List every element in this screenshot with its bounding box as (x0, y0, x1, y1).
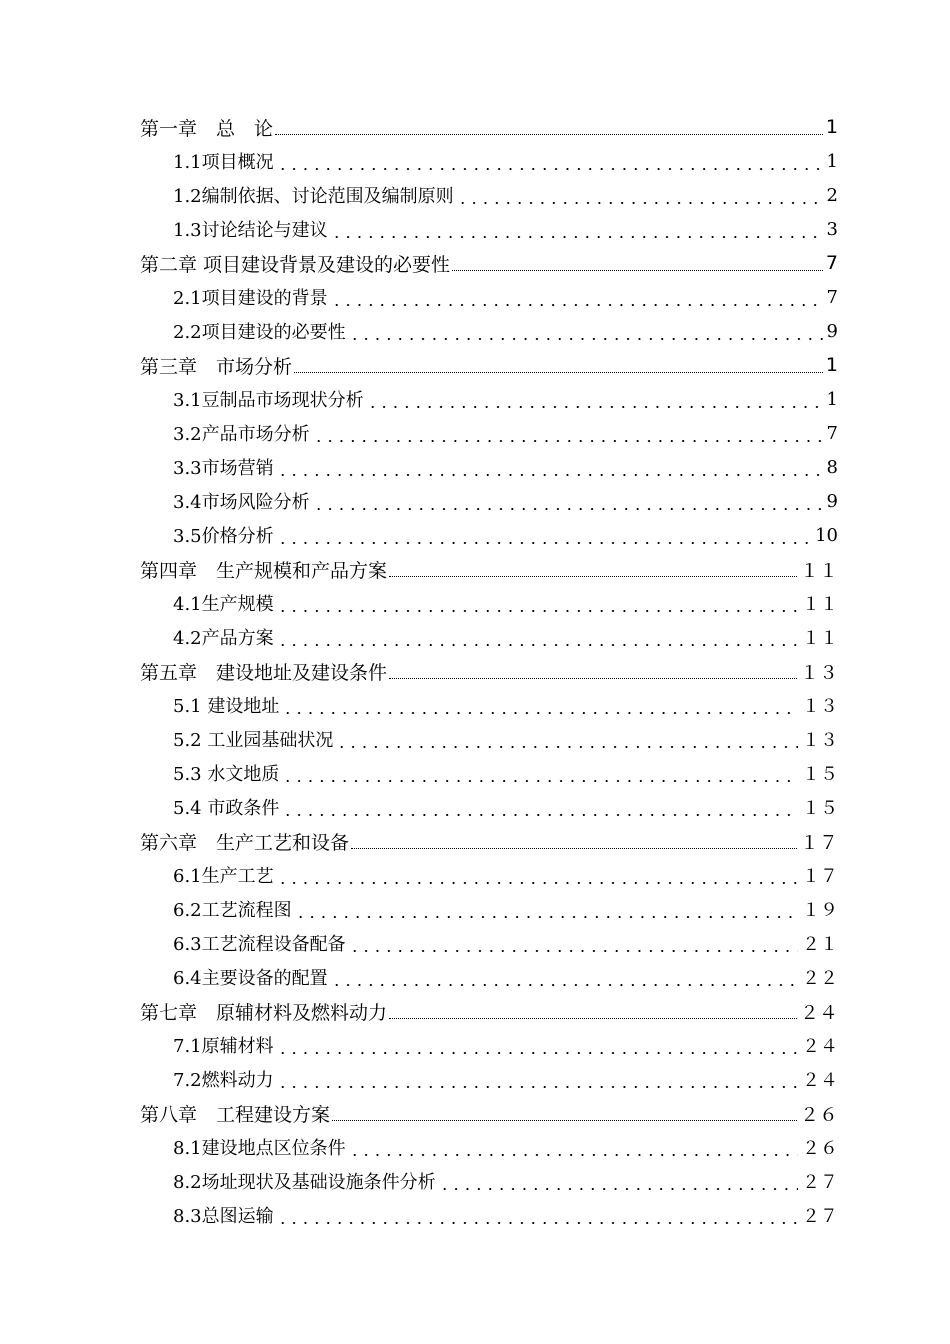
toc-section-entry (140, 892, 838, 926)
toc-section-entry (140, 756, 838, 790)
toc-entry-page-number: 8 (826, 456, 838, 478)
toc-section-entry (140, 280, 838, 314)
toc-entry-title: 5.2 工业园基础状况 (173, 730, 334, 751)
toc-section-entry (140, 1198, 838, 1232)
toc-entry-page-number: ２６ (799, 1103, 838, 1126)
toc-entry-title: 3.3市场营销 (173, 458, 274, 479)
toc-chapter-entry (140, 654, 838, 688)
toc-entry-page-number: 1 (826, 150, 838, 172)
toc-entry-title: 8.1建设地点区位条件 (173, 1138, 346, 1159)
toc-entry-title: 4.1生产规模 (173, 594, 274, 615)
toc-section-entry (140, 926, 838, 960)
toc-entry-title: 1.2编制依据、讨论范围及编制原则 (173, 186, 454, 207)
dot-leader (454, 178, 827, 212)
toc-section-entry (140, 178, 838, 212)
dot-leader (387, 552, 800, 586)
toc-entry-title: 1.1项目概况 (173, 152, 274, 173)
toc-entry-title: 第三章 市场分析 (140, 355, 293, 378)
toc-entry-title: 1.3讨论结论与建议 (173, 220, 328, 241)
toc-entry-title: 第六章 生产工艺和设备 (140, 831, 350, 854)
toc-section-entry (140, 688, 838, 722)
toc-entry-page-number: １５ (802, 764, 838, 785)
dot-leader (274, 858, 802, 892)
toc-entry-page-number: 1 (825, 116, 838, 138)
toc-entry-title: 5.1 建设地址 (173, 696, 280, 717)
toc-section-entry (140, 382, 838, 416)
dot-leader (450, 246, 826, 280)
toc-section-entry (140, 1062, 838, 1096)
dot-leader (346, 1130, 802, 1164)
toc-entry-page-number: ２４ (802, 1036, 838, 1057)
toc-chapter-entry (140, 110, 838, 144)
dot-leader (330, 1096, 800, 1130)
toc-section-entry (140, 212, 838, 246)
toc-entry-page-number: １３ (802, 730, 838, 751)
dot-leader (328, 280, 827, 314)
toc-entry-page-number: １９ (802, 900, 838, 921)
toc-entry-page-number: １３ (799, 661, 838, 684)
dot-leader (310, 416, 827, 450)
toc-entry-page-number: １１ (802, 594, 838, 615)
toc-entry-page-number: 3 (826, 218, 838, 240)
toc-section-entry (140, 1028, 838, 1062)
toc-section-entry (140, 144, 838, 178)
toc-entry-title: 2.2项目建设的必要性 (173, 322, 346, 343)
dot-leader (292, 892, 802, 926)
toc-entry-title: 5.4 市政条件 (173, 798, 280, 819)
dot-leader (274, 1028, 802, 1062)
toc-entry-page-number: ２４ (799, 1001, 838, 1024)
toc-entry-title: 3.1豆制品市场现状分析 (173, 390, 364, 411)
toc-entry-page-number: 9 (826, 490, 838, 512)
toc-entry-page-number: ２７ (802, 1206, 838, 1227)
toc-entry-page-number: 9 (826, 320, 838, 342)
toc-entry-title: 第一章 总 论 (140, 117, 274, 140)
dot-leader (279, 688, 802, 722)
dot-leader (387, 654, 800, 688)
dot-leader (274, 450, 827, 484)
toc-entry-title: 6.3工艺流程设备配备 (173, 934, 346, 955)
toc-section-entry (140, 620, 838, 654)
toc-chapter-entry (140, 994, 838, 1028)
toc-entry-title: 3.5价格分析 (173, 526, 274, 547)
toc-entry-page-number: 7 (826, 286, 838, 308)
toc-entry-title: 第五章 建设地址及建设条件 (140, 661, 388, 684)
toc-entry-page-number: ２６ (802, 1138, 838, 1159)
toc-chapter-entry (140, 824, 838, 858)
toc-chapter-entry (140, 246, 838, 280)
toc-entry-title: 7.1原辅材料 (173, 1036, 274, 1057)
dot-leader (274, 586, 802, 620)
toc-entry-title: 6.1生产工艺 (173, 866, 274, 887)
dot-leader (274, 1062, 802, 1096)
toc-entry-title: 8.2场址现状及基础设施条件分析 (173, 1172, 436, 1193)
toc-entry-page-number: 10 (815, 524, 838, 546)
dot-leader (346, 926, 802, 960)
toc-chapter-entry (140, 348, 838, 382)
toc-entry-title: 4.2产品方案 (173, 628, 274, 649)
toc-entry-page-number: 7 (826, 422, 838, 444)
dot-leader (364, 382, 827, 416)
toc-entry-title: 6.2工艺流程图 (173, 900, 292, 921)
toc-entry-title: 5.3 水文地质 (173, 764, 280, 785)
toc-entry-page-number: 2 (826, 184, 838, 206)
toc-entry-page-number: 1 (825, 354, 838, 376)
toc-section-entry (140, 960, 838, 994)
toc-entry-page-number: ２７ (802, 1172, 838, 1193)
toc-section-entry (140, 518, 838, 552)
toc-entry-title: 第二章 项目建设背景及建设的必要性 (140, 253, 451, 276)
toc-section-entry (140, 858, 838, 892)
toc-entry-page-number: １１ (802, 628, 838, 649)
table-of-contents (140, 110, 838, 1232)
toc-section-entry (140, 790, 838, 824)
toc-entry-title: 8.3总图运输 (173, 1206, 274, 1227)
toc-entry-title: 第四章 生产规模和产品方案 (140, 559, 388, 582)
toc-section-entry (140, 586, 838, 620)
toc-section-entry (140, 1164, 838, 1198)
toc-entry-title: 7.2燃料动力 (173, 1070, 274, 1091)
dot-leader (279, 756, 802, 790)
dot-leader (279, 790, 802, 824)
toc-entry-page-number: ２１ (802, 934, 838, 955)
dot-leader (349, 824, 800, 858)
toc-entry-page-number: １５ (802, 798, 838, 819)
dot-leader (328, 212, 827, 246)
dot-leader (292, 348, 826, 382)
toc-entry-title: 第八章 工程建设方案 (140, 1103, 331, 1126)
dot-leader (273, 110, 826, 144)
dot-leader (274, 620, 802, 654)
toc-entry-page-number: １１ (799, 559, 838, 582)
toc-section-entry (140, 450, 838, 484)
dot-leader (333, 722, 802, 756)
dot-leader (436, 1164, 802, 1198)
toc-entry-title: 3.4市场风险分析 (173, 492, 310, 513)
toc-entry-page-number: ２２ (802, 968, 838, 989)
dot-leader (387, 994, 800, 1028)
toc-entry-page-number: １３ (802, 696, 838, 717)
toc-entry-title: 2.1项目建设的背景 (173, 288, 328, 309)
toc-section-entry (140, 1130, 838, 1164)
toc-section-entry (140, 416, 838, 450)
toc-entry-title: 3.2产品市场分析 (173, 424, 310, 445)
toc-section-entry (140, 314, 838, 348)
toc-section-entry (140, 722, 838, 756)
toc-entry-page-number: １７ (799, 831, 838, 854)
toc-chapter-entry (140, 1096, 838, 1130)
dot-leader (328, 960, 802, 994)
dot-leader (310, 484, 827, 518)
toc-entry-title: 第七章 原辅材料及燃料动力 (140, 1001, 388, 1024)
toc-entry-page-number: 1 (826, 388, 838, 410)
toc-entry-title: 6.4主要设备的配置 (173, 968, 328, 989)
dot-leader (274, 144, 827, 178)
toc-entry-page-number: ２４ (802, 1070, 838, 1091)
dot-leader (346, 314, 827, 348)
dot-leader (274, 1198, 802, 1232)
toc-entry-page-number: 7 (825, 252, 838, 274)
toc-section-entry (140, 484, 838, 518)
toc-chapter-entry (140, 552, 838, 586)
toc-entry-page-number: １７ (802, 866, 838, 887)
dot-leader (274, 518, 815, 552)
